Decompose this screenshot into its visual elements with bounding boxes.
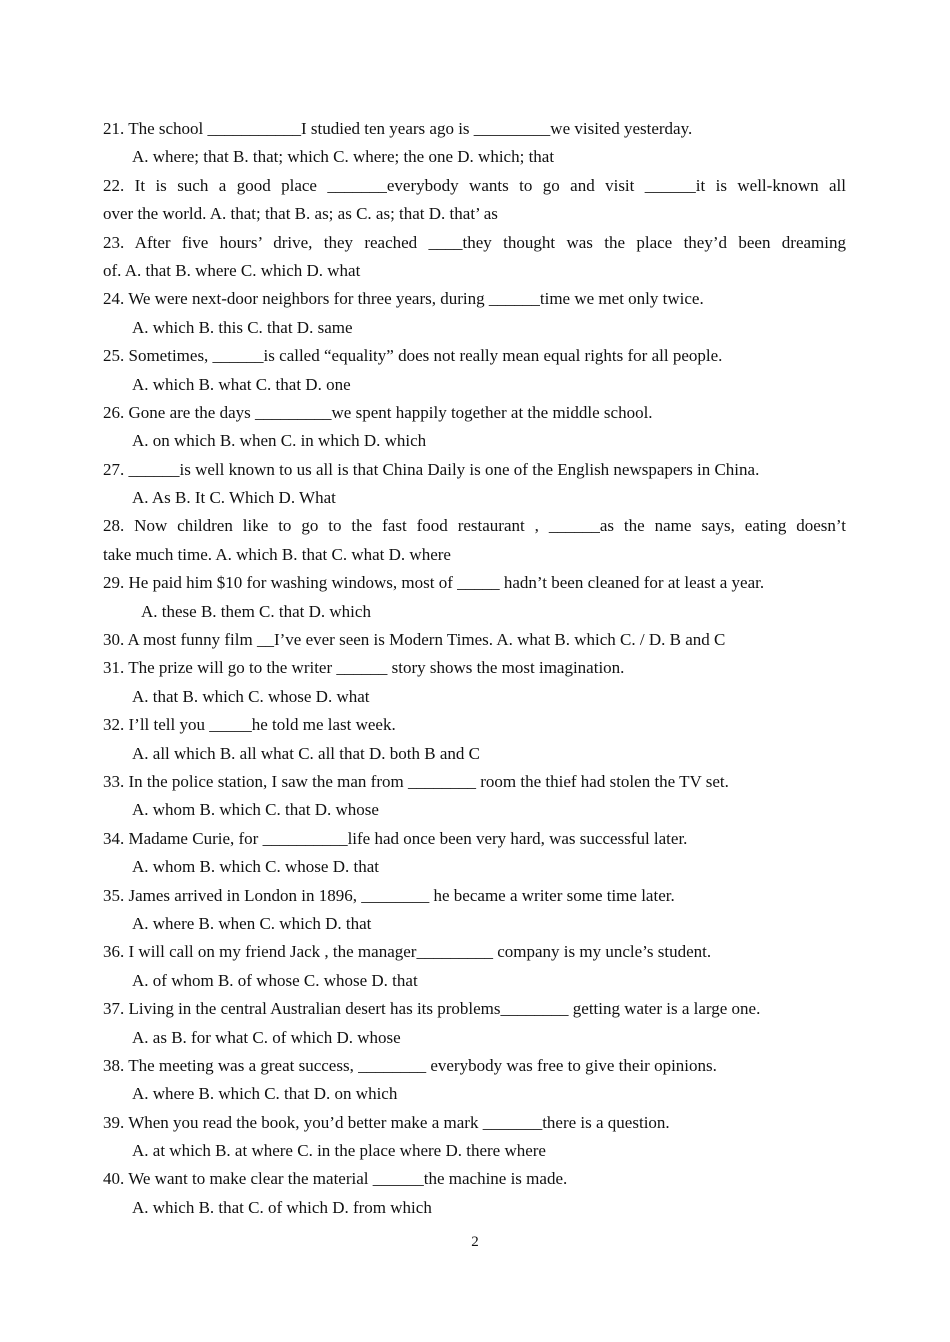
- question-27-stem: 27. ______is well known to us all is that China Daily is one of the English newspapers in China.: [103, 459, 760, 479]
- question-24-stem: 24. We were next-door neighbors for three years, during ______time we met only twice.: [103, 289, 704, 309]
- question-26-options: A. on which B. when C. in which D. which: [132, 431, 427, 451]
- question-26-stem: 26. Gone are the days _________we spent happily together at the middle school.: [103, 402, 653, 422]
- question-38-stem: 38. The meeting was a great success, ________ everybody was free to give their opinions.: [103, 1055, 717, 1075]
- question-27-options: A. As B. It C. Which D. What: [132, 488, 336, 508]
- question-36-stem: 36. I will call on my friend Jack , the manager_________ company is my uncle’s student.: [103, 942, 712, 962]
- question-28-line-1: 28. Now children like to go to the fast food restaurant , ______as the name says, eating doesn’t: [103, 516, 846, 536]
- question-39-stem: 39. When you read the book, you’d better make a mark _______there is a question.: [103, 1112, 670, 1132]
- question-29-stem: 29. He paid him $10 for washing windows, most of _____ hadn’t been cleaned for at least a year.: [103, 573, 765, 593]
- question-35-stem: 35. James arrived in London in 1896, ________ he became a writer some time later.: [103, 885, 675, 905]
- question-28-line-2: take much time. A. which B. that C. what D. where: [103, 544, 451, 564]
- question-31-options: A. that B. which C. whose D. what: [132, 686, 370, 706]
- question-31-stem: 31. The prize will go to the writer ______ story shows the most imagination.: [103, 658, 625, 678]
- question-35-options: A. where B. when C. which D. that: [132, 913, 372, 933]
- question-40-options: A. which B. that C. of which D. from which: [132, 1197, 432, 1217]
- question-32-stem: 32. I’ll tell you _____he told me last week.: [103, 715, 396, 735]
- question-22-line-2: over the world. A. that; that B. as; as C. as; that D. that’ as: [103, 204, 498, 224]
- question-32-options: A. all which B. all what C. all that D. both B and C: [132, 743, 480, 763]
- question-33-options: A. whom B. which C. that D. whose: [132, 800, 379, 820]
- question-39-options: A. at which B. at where C. in the place where D. there where: [132, 1141, 546, 1161]
- page-number: 2: [471, 1234, 479, 1250]
- question-36-options: A. of whom B. of whose C. whose D. that: [132, 970, 418, 990]
- question-34-options: A. whom B. which C. whose D. that: [132, 857, 379, 877]
- question-29-options: A. these B. them C. that D. which: [141, 601, 371, 621]
- question-23-line-1: 23. After five hours’ drive, they reached ____they thought was the place they’d been dreaming: [103, 232, 846, 252]
- question-30-stem: 30. A most funny film __I’ve ever seen is Modern Times. A. what B. which C. / D. B and C: [103, 630, 726, 650]
- question-40-stem: 40. We want to make clear the material ______the machine is made.: [103, 1169, 568, 1189]
- question-21-stem: 21. The school ___________I studied ten years ago is _________we visited yesterday.: [103, 119, 693, 138]
- question-23-line-2: of. A. that B. where C. which D. what: [103, 260, 361, 280]
- question-22-line-1: 22. It is such a good place _______everybody wants to go and visit ______it is well-known all: [103, 175, 846, 195]
- question-list: [103, 115, 846, 1222]
- question-24-options: A. which B. this C. that D. same: [132, 317, 353, 337]
- question-37-stem: 37. Living in the central Australian desert has its problems________ getting water is a large one.: [103, 999, 761, 1019]
- question-25-stem: 25. Sometimes, ______is called “equality” does not really mean equal rights for all people.: [103, 346, 723, 366]
- question-33-stem: 33. In the police station, I saw the man from ________ room the thief had stolen the TV set.: [103, 771, 729, 791]
- question-34-stem: 34. Madame Curie, for __________life had once been very hard, was successful later.: [103, 828, 688, 848]
- question-38-options: A. where B. which C. that D. on which: [132, 1084, 398, 1104]
- question-21-options: A. where; that B. that; which C. where; the one D. which; that: [132, 147, 555, 167]
- question-37-options: A. as B. for what C. of which D. whose: [132, 1027, 401, 1047]
- question-25-options: A. which B. what C. that D. one: [132, 374, 351, 394]
